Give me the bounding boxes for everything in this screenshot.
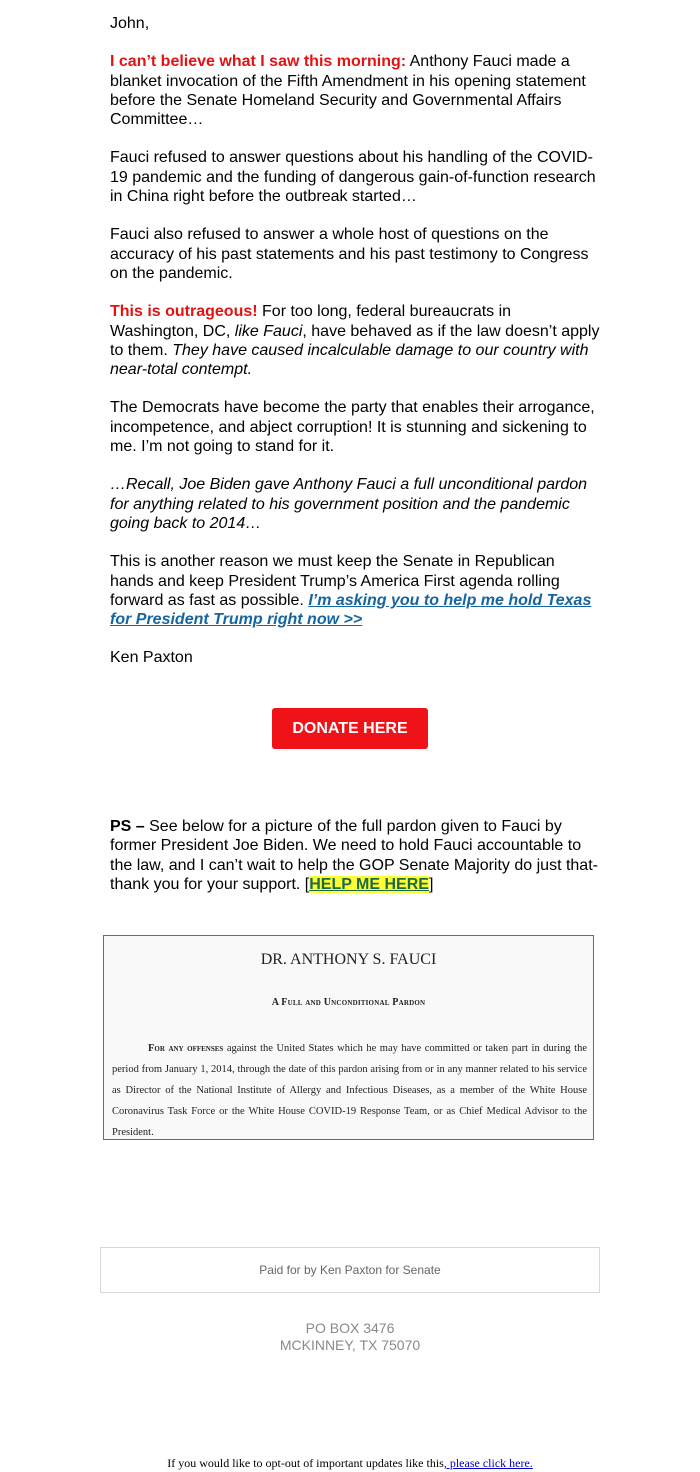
paragraph-7 [110,552,600,629]
help-me-here-link[interactable]: HELP ME HERE [309,875,429,893]
ps-text: See below for a picture of the full pardon given to Fauci by former President Joe Biden. We need to hold Fauci accountable to the law, and I can’t wait to help the GOP Senate Majority do just that- thank you for your support. [ [110,818,598,893]
help-hold-texas-link[interactable]: I’m asking you to help me hold Texas for President Trump right now >> [110,591,592,629]
opt-out-link[interactable]: , please click here. [443,1456,533,1470]
paragraph-4 [110,302,600,379]
email-body [110,14,600,687]
mailing-address [0,1320,700,1354]
donate-button-row [0,708,700,749]
paragraph-6: …Recall, Joe Biden gave Anthony Fauci a full unconditional pardon for anything related to his government position and the pandemic going back to 2014… [110,476,588,532]
pardon-body-text: against the United States which he may have committed or taken part in during the period from January 1, 2014, through the date of this pardon arising from or in any manner related to his service as Director of the National Institute of Allergy and Infectious Diseases, as a member of the White House Coronavirus Task Force or the White House COVID-19 Response Team, or as Chief Medical Advisor to the President. [112,1043,587,1138]
paid-for-disclaimer: Paid for by Ken Paxton for Senate [100,1247,600,1293]
paragraph-3: Fauci also refused to answer a whole host of questions on the accuracy of his past statements and his past testimony to Congress on the pandemic. [110,226,589,282]
pardon-title: A Full and Unconditional Pardon [271,997,426,1008]
pardon-name: DR. ANTHONY S. FAUCI [260,951,437,968]
paragraph-1-text: Anthony Fauci made a blanket invocation of the Fifth Amendment in his opening statement before the Senate Homeland Security and Governmental Affairs Committee… [110,53,586,129]
paragraph-1-lead: I can’t believe what I saw this morning: [110,53,407,71]
donate-button[interactable]: DONATE HERE [272,708,428,749]
address-line-1: PO BOX 3476 [305,1320,395,1336]
paragraph-4-text-1: For too long, federal bureaucrats in Washington, DC, [110,303,512,340]
address-line-2: MCKINNEY, TX 75070 [279,1337,421,1353]
opt-out-notice [0,1456,700,1471]
ps-close-bracket: ] [428,875,434,893]
paragraph-4-lead: This is outrageous! [110,303,258,321]
pardon-body [112,1038,587,1143]
paragraph-4-italic-1: like Fauci [234,322,303,340]
paragraph-4-italic-2: They have caused incalculable damage to our country with near-total contempt. [110,341,589,379]
pardon-image [103,935,594,1140]
greeting: John, [110,15,150,32]
paragraph-7-text: This is another reason we must keep the Senate in Republican hands and keep President Trump’s America First agenda rolling forward as fast as possible. [110,553,560,609]
paragraph-2: Fauci refused to answer questions about his handling of the COVID-19 pandemic and the funding of dangerous gain-of-function research in China right before the outbreak started… [110,149,596,206]
paragraph-1 [110,52,600,129]
paragraph-5: The Democrats have become the party that enables their arrogance, incompetence, and abject corruption! It is stunning and sickening to me. I’m not going to stand for it. [110,399,595,456]
postscript [110,817,600,894]
pardon-body-lead: For any offenses [148,1043,224,1054]
paragraph-4-text-2: , have behaved as if the law doesn’t apply to them. [110,322,600,359]
ps-lead: PS – [110,818,145,835]
signature: Ken Paxton [110,649,193,667]
opt-out-text: If you would like to opt-out of important updates like this [167,1456,444,1470]
